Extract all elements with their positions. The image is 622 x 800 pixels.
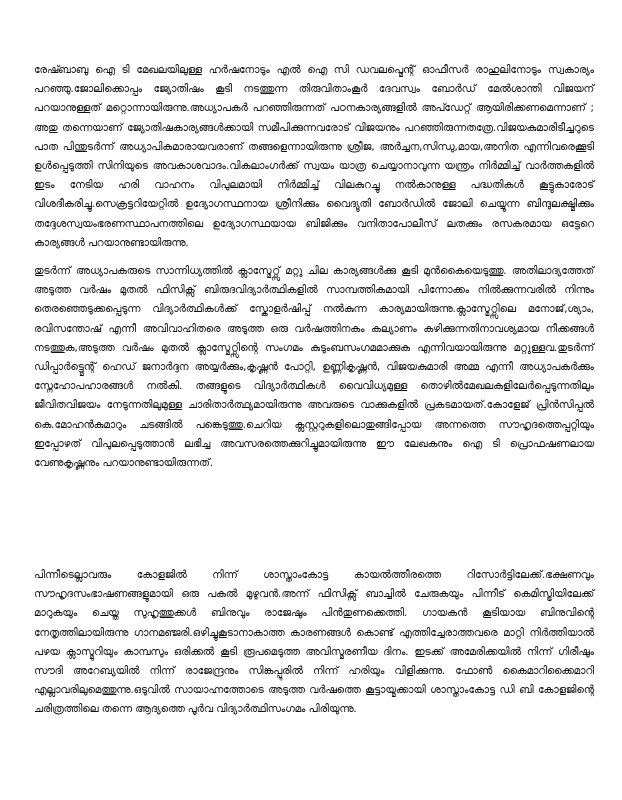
paragraph-scholarship-and-felicitation: തുടർന്ന് അധ്യാപകരുടെ സാന്നിധ്യത്തിൽ ക്ലാസ്മേറ്റ്സ് മറ്റു ചില കാര്യങ്ങൾക്കു കൂടി മുൻകൈയെടുത്തു. അതിലാദ്യത്തേത് അടുത്ത വർഷം മുതൽ ഫിസിക്സ് ബിരുദവിദ്യാർത്ഥികളിൽ സാമ്പത്തികമായി പിന്നോക്കം നിൽക്കുന്നവരിൽ നിന്നും തെരഞ്ഞെടുക്കപ്പെടുന്ന വിദ്യാർത്ഥികൾക്ക് സ്കോളർഷിപ്പ് നൽകുന്ന കാര്യമായിരുന്നു.ക്ലാസ്മേറ്റ്സിലെ മനോജ്,ശ്യാം, രവിസന്തോഷ് എന്നീ അവിവാഹിതരെ അടുത്ത ഒരു വർഷത്തിനകം കല്യാണം കഴിക്കുന്നതിനാവശ്യമായ നീക്കങ്ങൾ നടത്തുക,അടുത്ത വർഷം മുതൽ ക്ലാസ്മേറ്റ്സിന്റെ സംഗമം കുടുംബസംഗമമാക്കുക എന്നിവയായിരുന്നു മറ്റുള്ളവ.തുടർന്ന് ഡിപ്പാർട്ട്മെന്റ് ഹെഡ് ജനാർദ്ദന അയ്യർക്കും,കൃഷ്ണൻ പോറ്റി, ഉണ്ണികൃഷ്ണൻ, വിജയകുമാരി അമ്മ എന്നീ അധ്യാപകർക്കും സ്നേഹോപഹാരങ്ങൾ നൽകി. തങ്ങളുടെ വിദ്യാർത്ഥികൾ വൈവിധ്യമുള്ള തൊഴിൽമേഖലകളിലേർപ്പെടുന്നതിലും ജീവിതവിജയം നേടുന്നതിലുമുള്ള ചാരിതാർത്ഥ്യമായിരുന്നു അവരുടെ വാക്കുകളിൽ പ്രകടമായത്.കോളേജ് പ്രിൻസിപ്പൽ കെ.മോഹൻകുമാറും ചടങ്ങിൽ പങ്കെടുത്തു.ചെറിയ ക്ലസ്റ്ററുകളിലൊതുങ്ങിപ്പോയ അന്നത്തെ സൗഹൃദത്തെപ്പറ്റിയും ഇപ്പോഴത് വിപുലപ്പെടുത്താൻ ലഭിച്ച അവസരത്തെക്കുറിച്ചുമായിരുന്നു ഈ ലേഖകനും ഐ ടി പ്രൊഫഷണലായ വേണുകൃഷ്ണനും പറയാനുണ്ടായിരുന്നത്. [34,265,594,470]
paragraph-resort-gathering: പിന്നീടെല്ലാവരും കോളജിൽ നിന്ന് ശാസ്താംകോട്ട കായൽത്തീരത്തെ റിസോർട്ടിലേക്ക്.ഭക്ഷണവും സൗഹൃദസംഭാഷണങ്ങളുമായി ഒരു പകൽ മുഴുവൻ.അന്ന് ഫിസിക്സ് ബാച്ചിൽ ചേരുകയും പിന്നീട് കെമിസ്ട്രിയിലേക്ക് മാറുകയും ചെയ്ത സുഹൃത്തുക്കൾ ബിനുവും രാജേഷും പിൻതുണക്കെത്തി. ഗായകൻ കൂടിയായ ബിനുവിന്റെ നേതൃത്തിലായിരുന്നു ഗാനമഞ്ജരി.ഒഴിച്ചുകൂടാനാകാത്ത കാരണങ്ങൾ കൊണ്ട് എത്തിച്ചേരാത്തവരെ മാറ്റി നിർത്തിയാൽ പഴയ ക്ലാസ്മുറിയും കാമ്പസും ഒരിക്കൽ കൂടി രൂപമെടുത്ത അവിസ്മരണീയ ദിനം. ഇടക്ക് അമേരിക്കയിൽ നിന്ന് ഗിരീഷും സൗദി അറേബ്യയിൽ നിന്ന് രാജേന്ദ്രനും സിങ്കപ്പൂരിൽ നിന്ന് ഹരിയും വിളിക്കുന്നു. ഫോൺ കൈമാറിക്കൈമാറി എല്ലാവരിലുമെത്തുന്നു.ഒടുവിൽ സായാഹ്നത്തോടെ അടുത്ത വർഷത്തെ കൂട്ടായ്മക്കായി ശാസ്താംകോട്ട ഡി ബി കോളജിന്റെ ചരിത്രത്തിലെ തന്നെ ആദ്യത്തെ പൂർവ വിദ്യാർത്ഥിസംഗമം പിരിയുന്നു. [34,569,594,716]
paragraph-reunion-conversations: രേഷ്ബാബു ഐ ടി മേഖലയിലുള്ള ഹർഷനോടും എൽ ഐ സി ഡവലപ്മെന്റ് ഓഫീസർ രാഹുലിനോടും സ്വകാര്യം പറഞ്ഞു.ജോലിക്കൊപ്പം ജ്യോതിഷം കൂടി നടത്തുന്ന തിരുവിതാംകൂർ ദേവസ്വം ബോർഡ് മേൽശാന്തി വിജയന് പറയാനുള്ളത് മറ്റൊന്നായിരുന്നു.അധ്യാപകർ പറഞ്ഞിരുന്നത് പഠനകാര്യങ്ങളിൽ അപ്ഡേറ്റ് ആയിരിക്കണമെന്നാണ് ; അതു തന്നെയാണ് ജ്യോതിഷകാര്യങ്ങൾക്കായി സമീപിക്കുന്നവരോട് വിജയനും പറഞ്ഞിരുന്നതത്രേ.വിജയകുമാരിടീച്ചറുടെ പാത പിന്തുടർന്ന് അധ്യാപികമാരായവരാണ് തങ്ങളെന്നായിരുന്നു ശ്രീജ, അർച്ചന,സിന്ധു,മായ,അനിത എന്നിവരെക്കൂടി ഉൾപ്പെടുത്തി സിനിയുടെ അവകാശവാദം.വികലാംഗർക്ക് സ്വയം യാത്ര ചെയ്യാനാവുന്ന യന്ത്രം നിർമ്മിച്ച് വാർത്തകളിൽ ഇടം നേടിയ ഹരി വാഹനം വിപുലമായി നിർമ്മിച്ച് വിലകുറച്ചു നൽകാനുള്ള പദ്ധതികൾ കൂട്ടുകാരോട് വിശദീകരിച്ചു.സെക്രട്ടറിയേറ്റിൽ ഉദ്യോഗസ്ഥനായ ശ്രീനിക്കും വൈദ്യുതി ബോർഡിൽ ജോലി ചെയ്യുന്ന ബിന്ദുലക്ഷ്മിക്കും തദ്ദേശസ്വയംഭരണസ്ഥാപനത്തിലെ ഉദ്യോഗസ്ഥയായ ബിജിക്കും വനിതാപോലീസ് ലതക്കും രസകരമായ ഒട്ടേറെ കാര്യങ്ങൾ പറയാനുണ്ടായിരുന്നു. [34,64,594,249]
